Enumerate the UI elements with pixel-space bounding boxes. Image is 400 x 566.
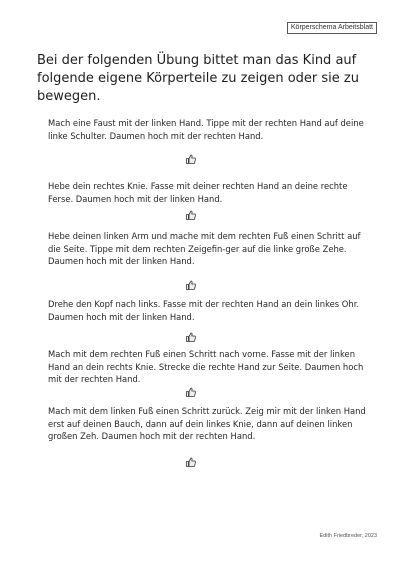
thumbs-up-icon	[185, 153, 197, 165]
thumbs-up-icon	[185, 386, 197, 398]
exercise-5-text: Mach mit dem rechten Fuß einen Schritt nach vorne. Fasse mit der linken Hand an dein rechts Knie. Strecke die rechte Hand zur Seite. Daumen hoch mit der rechten Hand.	[48, 349, 364, 384]
worksheet-title-tag: Körperschema Arbeitsblatt	[287, 22, 377, 34]
thumbs-up-icon	[185, 331, 197, 343]
exercise-4-text: Drehe den Kopf nach links. Fasse mit der rechten Hand an dein linkes Ohr. Daumen hoch mit der linken Hand.	[48, 299, 360, 322]
exercise-2-text: Hebe dein rechtes Knie. Fasse mit deiner rechten Hand an deine rechte Ferse. Daumen hoch mit der linken Hand.	[48, 181, 348, 204]
thumbs-up-icon	[185, 209, 197, 221]
exercise-3-text: Hebe deinen linken Arm und mache mit dem rechten Fuß einen Schritt auf die Seite. Tippe mit dem rechten Zeigefin-ger auf die linke große Zehe. Daumen hoch mit der linken Hand.	[48, 231, 361, 266]
thumbs-up-icon	[185, 456, 197, 468]
author-credit: Edith Friedbreder, 2023	[319, 533, 377, 539]
thumbs-up-icon	[185, 279, 197, 291]
exercise-1-text: Mach eine Faust mit der linken Hand. Tippe mit der rechten Hand auf deine linke Schulter. Daumen hoch mit der rechten Hand.	[48, 118, 364, 141]
instruction-intro: Bei der folgenden Übung bittet man das Kind auf folgende eigene Körperteile zu zeigen oder sie zu bewegen.	[37, 53, 359, 104]
exercise-6-text: Mach mit dem linken Fuß einen Schritt zurück. Zeig mir mit der linken Hand erst auf deinen Bauch, dann auf dein linkes Knie, dann auf deinen linken großen Zeh. Daumen hoch mit der rechten Hand.	[48, 406, 366, 441]
